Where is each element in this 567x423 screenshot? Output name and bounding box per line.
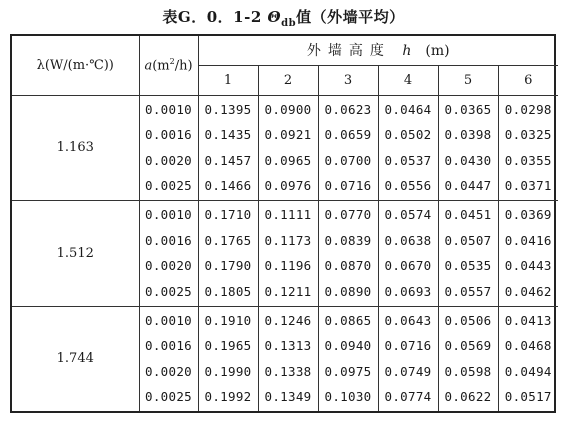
theta-value: 0.0774 <box>384 389 432 405</box>
theta-value: 0.0638 <box>384 232 432 248</box>
theta-value: 0.0507 <box>444 232 492 248</box>
theta-value-stack-h3 <box>318 201 378 307</box>
theta-value: 0.0355 <box>504 152 552 168</box>
theta-value: 0.0975 <box>324 363 372 379</box>
header-height-6: 6 <box>498 65 558 95</box>
theta-value: 0.0443 <box>504 258 552 274</box>
theta-value: 0.0535 <box>444 258 492 274</box>
theta-value: 0.0502 <box>384 127 432 143</box>
caption-prefix: 表G．0．1-2 <box>162 8 268 26</box>
caption-symbol-subscript: db <box>281 18 297 29</box>
theta-value: 0.0537 <box>384 152 432 168</box>
theta-value: 0.0430 <box>444 152 492 168</box>
theta-value-stack-h2 <box>258 306 318 411</box>
a-value-stack <box>139 306 198 411</box>
a-value: 0.0020 <box>145 363 192 379</box>
a-value: 0.0010 <box>145 312 192 328</box>
theta-value-stack-h6 <box>498 95 558 201</box>
theta-value: 0.1457 <box>204 152 252 168</box>
theta-value-stack-h4 <box>378 95 438 201</box>
header-wall-height <box>198 36 558 65</box>
theta-value-stack-h3 <box>318 95 378 201</box>
theta-value-stack-h1 <box>198 201 258 307</box>
theta-value: 0.0890 <box>324 283 372 299</box>
table-caption <box>0 6 567 29</box>
a-value: 0.0010 <box>145 101 192 117</box>
theta-value: 0.1710 <box>204 207 252 223</box>
header-height-4: 4 <box>378 65 438 95</box>
theta-value-stack-h3 <box>318 306 378 411</box>
theta-value: 0.1805 <box>204 283 252 299</box>
theta-value: 0.1990 <box>204 363 252 379</box>
theta-value-stack-h4 <box>378 201 438 307</box>
header-a <box>139 36 198 95</box>
a-value: 0.0025 <box>145 178 192 194</box>
theta-value: 0.0556 <box>384 178 432 194</box>
theta-value: 0.1246 <box>264 312 312 328</box>
theta-value: 0.1765 <box>204 232 252 248</box>
theta-value: 0.0965 <box>264 152 312 168</box>
a-value: 0.0010 <box>145 207 192 223</box>
theta-value: 0.1196 <box>264 258 312 274</box>
theta-value: 0.0749 <box>384 363 432 379</box>
theta-value: 0.1338 <box>264 363 312 379</box>
theta-value: 0.0870 <box>324 258 372 274</box>
theta-value: 0.0413 <box>504 312 552 328</box>
theta-value: 0.0298 <box>504 101 552 117</box>
header-wall-height-label: 外墙高度 <box>306 43 391 60</box>
caption-symbol: Θ <box>267 8 282 26</box>
a-value-stack <box>139 201 198 307</box>
theta-value: 0.1349 <box>264 389 312 405</box>
theta-value: 0.0900 <box>264 101 312 117</box>
theta-value: 0.1030 <box>324 389 372 405</box>
header-height-1: 1 <box>198 65 258 95</box>
theta-value: 0.0569 <box>444 338 492 354</box>
theta-value-stack-h2 <box>258 95 318 201</box>
theta-value: 0.0365 <box>444 101 492 117</box>
theta-value: 0.1992 <box>204 389 252 405</box>
a-value: 0.0016 <box>145 232 192 248</box>
theta-value: 0.0643 <box>384 312 432 328</box>
theta-value: 0.0464 <box>384 101 432 117</box>
theta-value: 0.0770 <box>324 207 372 223</box>
theta-value: 0.0623 <box>324 101 372 117</box>
group-row <box>12 201 558 307</box>
header-wall-height-var: h <box>402 43 412 60</box>
theta-value: 0.0451 <box>444 207 492 223</box>
theta-value: 0.0839 <box>324 232 372 248</box>
a-value: 0.0020 <box>145 152 192 168</box>
header-wall-height-unit: (m) <box>425 43 450 60</box>
theta-value: 0.0598 <box>444 363 492 379</box>
header-a-unit-tail: /h) <box>174 58 193 74</box>
table-body <box>12 95 558 411</box>
a-value-stack <box>139 95 198 201</box>
theta-value: 0.0700 <box>324 152 372 168</box>
theta-value: 0.0462 <box>504 283 552 299</box>
theta-value: 0.0371 <box>504 178 552 194</box>
lambda-value: 1.744 <box>12 306 139 411</box>
theta-value-stack-h6 <box>498 201 558 307</box>
theta-value: 0.1910 <box>204 312 252 328</box>
theta-value: 0.0940 <box>324 338 372 354</box>
lambda-value: 1.163 <box>12 95 139 201</box>
theta-value: 0.0976 <box>264 178 312 194</box>
theta-value: 0.0494 <box>504 363 552 379</box>
theta-value: 0.1790 <box>204 258 252 274</box>
theta-value: 0.1965 <box>204 338 252 354</box>
theta-value: 0.0325 <box>504 127 552 143</box>
theta-value: 0.0716 <box>324 178 372 194</box>
theta-value: 0.1435 <box>204 127 252 143</box>
header-lambda: λ(W/(m·℃)) <box>12 36 139 95</box>
theta-value: 0.0517 <box>504 389 552 405</box>
theta-value-stack-h4 <box>378 306 438 411</box>
theta-value: 0.1111 <box>264 207 312 223</box>
data-table-frame <box>10 34 556 413</box>
theta-value: 0.1211 <box>264 283 312 299</box>
theta-value: 0.0670 <box>384 258 432 274</box>
data-table <box>12 36 558 411</box>
header-a-unit: (m <box>152 58 170 74</box>
group-row <box>12 306 558 411</box>
header-height-2: 2 <box>258 65 318 95</box>
a-value: 0.0016 <box>145 338 192 354</box>
a-value: 0.0025 <box>145 283 192 299</box>
theta-value-stack-h5 <box>438 306 498 411</box>
theta-value-stack-h1 <box>198 306 258 411</box>
lambda-value: 1.512 <box>12 201 139 307</box>
header-a-unit-sup: 2 <box>169 57 175 67</box>
group-row <box>12 95 558 201</box>
a-value: 0.0020 <box>145 258 192 274</box>
theta-value: 0.1466 <box>204 178 252 194</box>
theta-value: 0.0693 <box>384 283 432 299</box>
theta-value: 0.0557 <box>444 283 492 299</box>
theta-value-stack-h1 <box>198 95 258 201</box>
theta-value: 0.0468 <box>504 338 552 354</box>
header-a-symbol: a <box>144 58 153 74</box>
caption-suffix: 值（外墙平均） <box>296 8 405 26</box>
header-height-3: 3 <box>318 65 378 95</box>
header-row-top <box>12 36 558 65</box>
theta-value-stack-h2 <box>258 201 318 307</box>
header-height-5: 5 <box>438 65 498 95</box>
theta-value: 0.0506 <box>444 312 492 328</box>
theta-value-stack-h5 <box>438 95 498 201</box>
theta-value: 0.0865 <box>324 312 372 328</box>
theta-value: 0.1313 <box>264 338 312 354</box>
theta-value: 0.0716 <box>384 338 432 354</box>
theta-value: 0.1173 <box>264 232 312 248</box>
theta-value-stack-h5 <box>438 201 498 307</box>
theta-value: 0.0574 <box>384 207 432 223</box>
theta-value-stack-h6 <box>498 306 558 411</box>
theta-value: 0.0369 <box>504 207 552 223</box>
theta-value: 0.0622 <box>444 389 492 405</box>
theta-value: 0.0921 <box>264 127 312 143</box>
a-value: 0.0016 <box>145 127 192 143</box>
theta-value: 0.0659 <box>324 127 372 143</box>
theta-value: 0.0416 <box>504 232 552 248</box>
a-value: 0.0025 <box>145 389 192 405</box>
theta-value: 0.0447 <box>444 178 492 194</box>
theta-value: 0.0398 <box>444 127 492 143</box>
theta-value: 0.1395 <box>204 101 252 117</box>
